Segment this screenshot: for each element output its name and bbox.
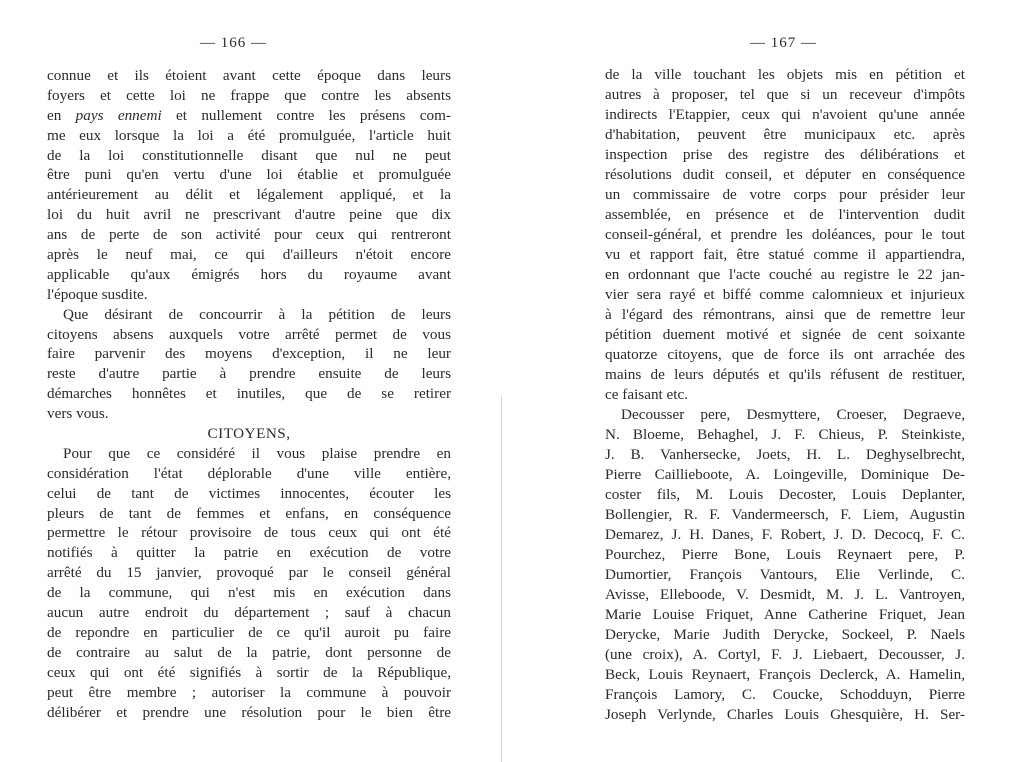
text-line: reste d'autre partie à prendre ensuite de leurs xyxy=(47,365,451,383)
text-line: assemblée, en présence et de l'intervention dudit xyxy=(605,206,965,223)
text-line: Pourchez, Pierre Bone, Louis Reynaert pere, P. xyxy=(605,546,965,563)
text-line: N. Bloeme, Behaghel, J. F. Chieus, P. Steinkiste, xyxy=(605,426,965,443)
text-line: être puni qu'en vertu d'une loi établie et promulguée xyxy=(47,166,451,184)
text-line: celui de tant de victimes innocentes, écouter les xyxy=(47,484,451,502)
text-line: me eux lorsque la loi a été promulguée, l'article huit xyxy=(47,126,451,144)
text-line: Decousser pere, Desmyttere, Croeser, Degraeve, xyxy=(621,406,965,423)
text-line: J. B. Vanhersecke, Joets, H. L. Deghyselbrecht, xyxy=(605,446,965,463)
text-line: ceux qui ont été signifiés à sortir de la République, xyxy=(47,663,451,681)
text-line: permettre le rétour provisoire de tous ceux qui ont été xyxy=(47,524,451,542)
text-line: Beck, Louis Reynaert, François Declerck, A. Hamelin, xyxy=(605,666,965,683)
text-line: démarches honnêtes et inutiles, que de se retirer xyxy=(47,385,451,403)
text-line: l'époque susdite. xyxy=(47,285,148,303)
text-line: vers vous. xyxy=(47,405,109,423)
text-line: Derycke, Marie Judith Derycke, Sockeel, P. Naels xyxy=(605,626,965,643)
page-gutter xyxy=(501,395,502,762)
text-line: aucun autre endroit du département ; sauf à chacun xyxy=(47,604,451,622)
text-line: inspection prise des registre des délibérations et xyxy=(605,146,965,163)
text-line: loi du huit avril ne prescrivant d'autre peine que dix xyxy=(47,206,451,224)
text-line: en pays ennemi et nullement contre les présens com- xyxy=(47,106,451,124)
text-line: en ordonnant que l'acte couché au registre le 22 jan- xyxy=(605,266,965,283)
text-line: pétition duement motivé et signée de cent soixante xyxy=(605,326,965,343)
text-line: arrêté du 15 janvier, provoqué par le conseil général xyxy=(47,564,451,582)
text-line: ce faisant etc. xyxy=(605,386,689,403)
text-line: Dumortier, François Vantours, Elie Verlinde, C. xyxy=(605,566,965,583)
text-line: connue et ils étoient avant cette époque dans leurs xyxy=(47,67,451,84)
text-line: Que désirant de concourrir à la pétition de leurs xyxy=(63,305,451,323)
text-line: Joseph Verlynde, Charles Louis Ghesquière, H. Ser- xyxy=(605,706,965,723)
text-line: considération l'état déplorable d'une ville entière, xyxy=(47,464,451,482)
text-line: faire parvenir des moyens d'exception, il ne leur xyxy=(47,345,451,363)
left-page-text xyxy=(47,66,451,722)
text-line: Pierre Caillieboote, A. Loingeville, Dominique De- xyxy=(605,466,965,483)
text-line: quatorze citoyens, que de force ils ont arrachée des xyxy=(605,346,965,363)
text-line: François Lamory, C. Coucke, Schodduyn, Pierre xyxy=(605,686,965,703)
text-line: de repondre en particulier de ce qu'il auroit pu faire xyxy=(47,623,451,641)
text-line: Demarez, J. H. Danes, F. Robert, J. D. Decocq, F. C. xyxy=(605,526,965,543)
text-line: Bollengier, R. F. Vandermeersch, F. Liem, Augustin xyxy=(605,506,965,523)
text-line: notifiés à quitter la patrie en exécution de votre xyxy=(47,544,451,562)
text-line: un commissaire de votre corps pour présider leur xyxy=(605,186,965,203)
text-line: de la loi constitutionnelle disant que nul ne peut xyxy=(47,146,451,164)
text-line: vier sera rayé et biffé comme calomnieux et injurieux xyxy=(605,286,965,303)
text-line: ans de perte de son activité pour ceux qui rentreront xyxy=(47,226,451,244)
page-number-right: — 167 — xyxy=(750,35,817,51)
text-line: Avisse, Elleboode, V. Desmidt, M. J. L. Vantroyen, xyxy=(605,586,965,603)
text-line: de la commune, qui n'est mis en exécution dans xyxy=(47,584,451,602)
text-line: citoyens absens auxquels votre arrêté permet de vous xyxy=(47,325,451,343)
italic-phrase: pays ennemi xyxy=(75,106,162,124)
page-number-left: — 166 — xyxy=(200,35,267,51)
right-page-text xyxy=(605,65,965,725)
text-line: Marie Louise Friquet, Anne Catherine Friquet, Jean xyxy=(605,606,965,623)
text-line: mains de leurs députés et qu'ils réfusent de restituer, xyxy=(605,366,965,383)
text-line: à l'égard des rémontrans, ainsi que de remettre leur xyxy=(605,306,965,323)
text-line: Pour que ce considéré il vous plaise prendre en xyxy=(63,444,451,462)
text-line: foyers et cette loi ne frappe que contre les absents xyxy=(47,86,451,104)
text-line: indirects l'Etappier, ceux qui n'avoient qu'une année xyxy=(605,106,965,123)
text-line: coster fils, M. Louis Decoster, Louis Deplanter, xyxy=(605,486,965,503)
text-line: antérieurement au délit et légalement appliqué, et la xyxy=(47,186,451,204)
text-line: vu et rapport fait, être statué comme il appartiendra, xyxy=(605,246,965,263)
text-line: peut être membre ; autoriser la commune à pouvoir xyxy=(47,683,451,701)
text-line: conseil-général, et prendre les doléances, pour le tout xyxy=(605,226,965,243)
text-line: autres à proposer, tel que si un receveur d'impôts xyxy=(605,86,965,103)
text-line: pleurs de tant de femmes et enfans, en conséquence xyxy=(47,504,451,522)
text-line: de contraire au salut de la patrie, dont personne de xyxy=(47,643,451,661)
text-line: de la ville touchant les objets mis en pétition et xyxy=(605,66,965,83)
text-line: applicable qu'aux émigrés hors du royaume avant xyxy=(47,265,451,283)
text-line: après le neuf mai, ce qui d'ailleurs n'étoit encore xyxy=(47,246,451,264)
text-line: délibérer et prendre une résolution pour le bien être xyxy=(47,703,451,721)
text-line: CITOYENS, xyxy=(207,425,291,443)
text-line: d'habitation, peuvent être municipaux etc. après xyxy=(605,126,965,143)
text-line: (une croix), A. Cortyl, F. J. Liebaert, Decousser, J. xyxy=(605,646,965,663)
text-line: résolutions dudit conseil, et députer en conséquence xyxy=(605,166,965,183)
